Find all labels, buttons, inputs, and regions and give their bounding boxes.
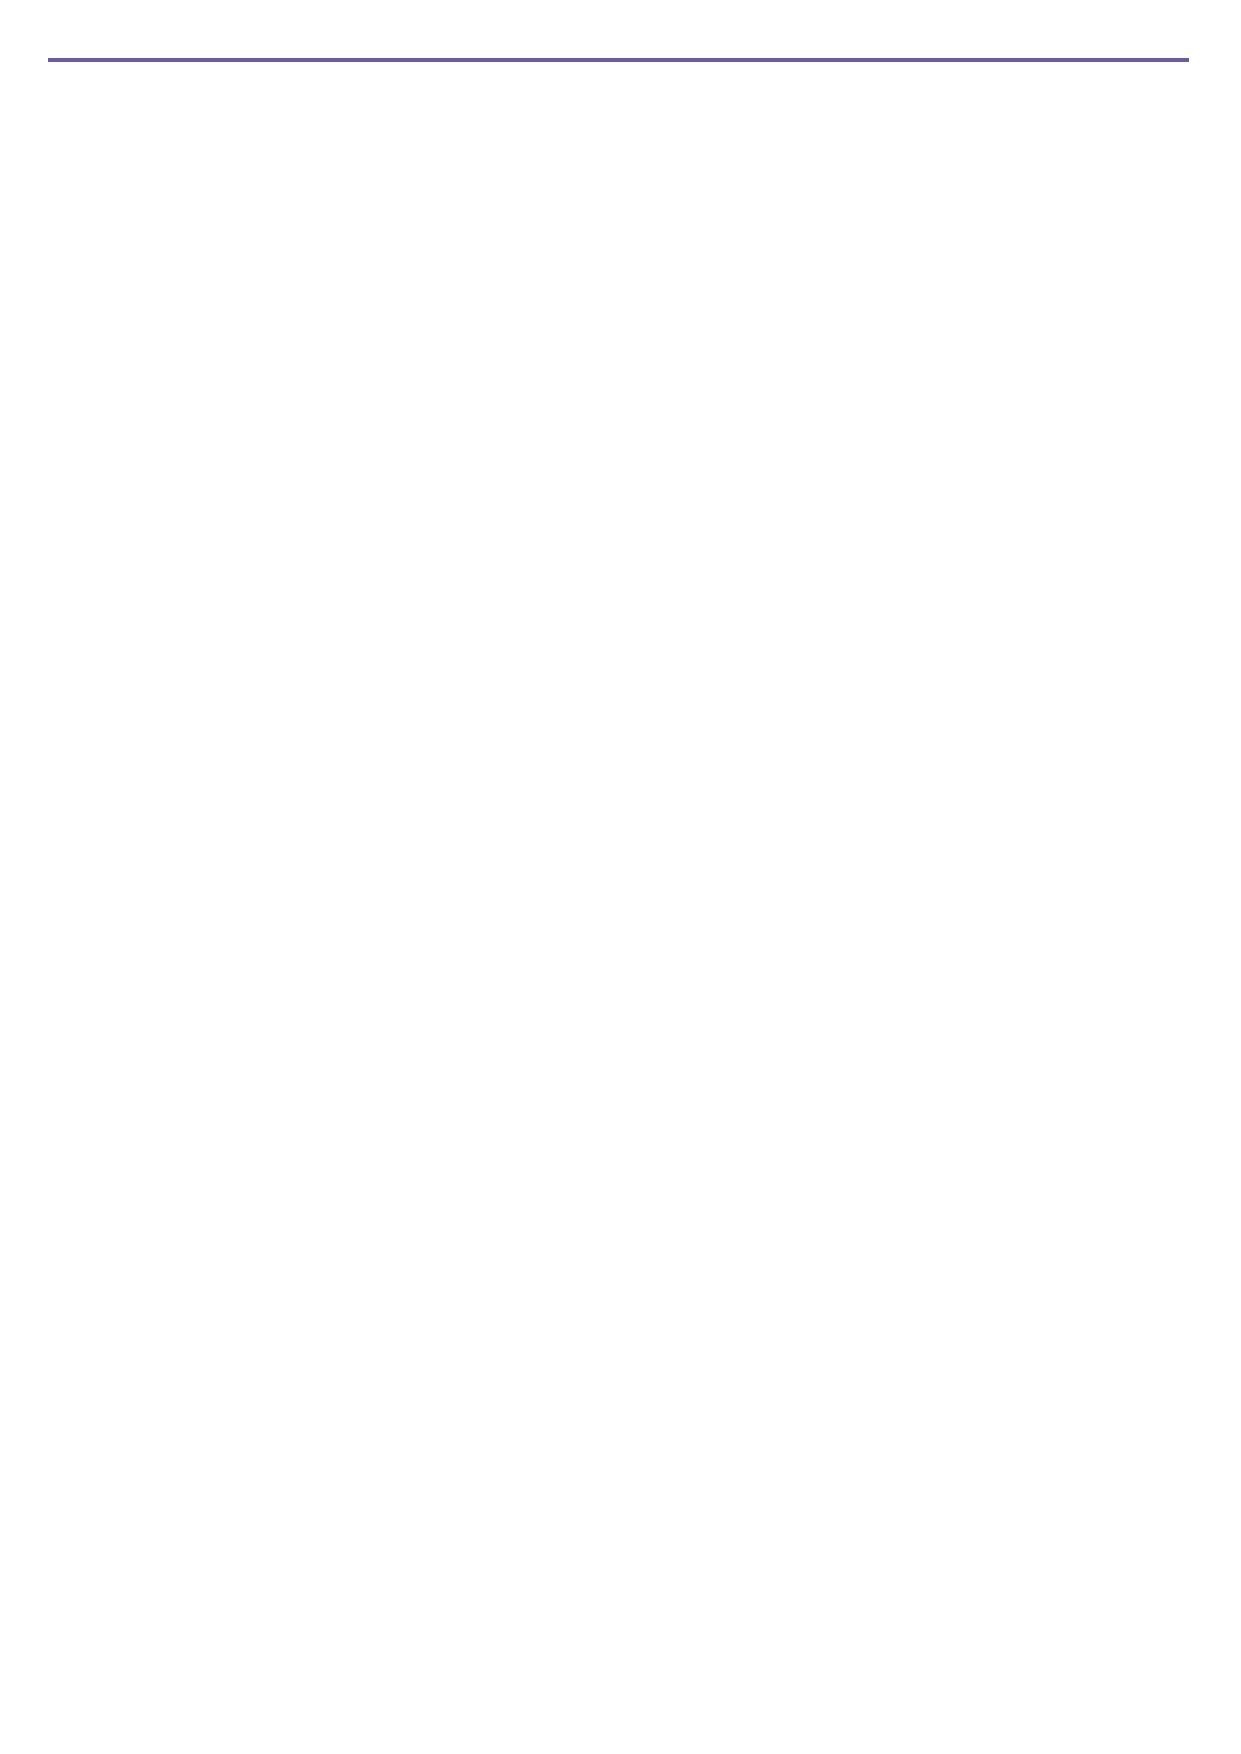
price-list-page — [48, 58, 1185, 62]
price-table-eye — [48, 58, 1189, 62]
